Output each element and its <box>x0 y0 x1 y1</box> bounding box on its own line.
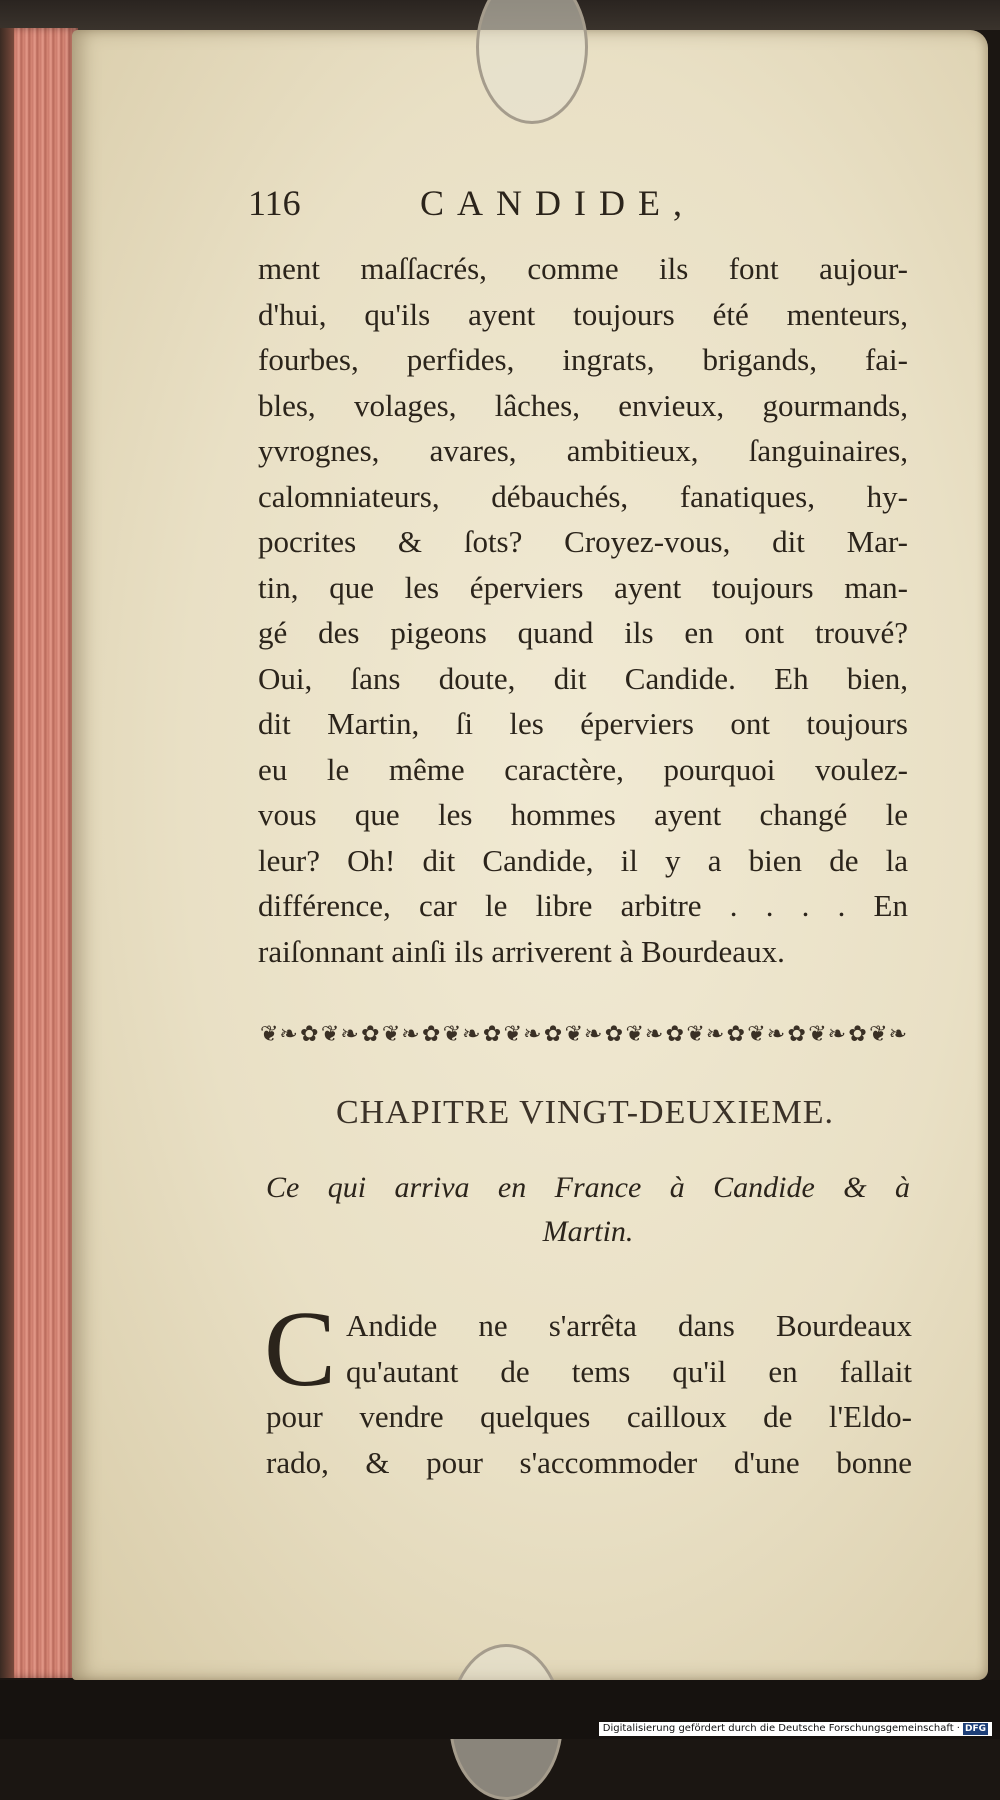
text-line: qu'autant de tems qu'il en fallait <box>346 1353 912 1389</box>
text-line: tin, que les éperviers ayent toujours man- <box>258 569 908 605</box>
dfg-logo: DFG <box>964 1724 986 1734</box>
chapter-subtitle <box>266 1166 910 1254</box>
text-line: pour vendre quelques cailloux de l'Eldo- <box>266 1399 912 1434</box>
text-line: yvrognes, avares, ambitieux, ſanguinaires, <box>258 433 908 468</box>
text-line: vous que les hommes ayent changé le <box>258 797 908 832</box>
chapter-subtitle-line: Ce qui arriva en France à Candide & à <box>266 1171 910 1204</box>
text-line: eu le même caractère, pourquoi voulez- <box>258 751 908 787</box>
running-title: CANDIDE, <box>420 183 695 223</box>
text-line: d'hui, qu'ils ayent toujours été menteurs, <box>258 296 908 332</box>
ornamental-divider: ❦❧✿❦❧✿❦❧✿❦❧✿❦❧✿❦❧✿❦❧✿❦❧✿❦❧✿❦❧✿❦❧ <box>260 1022 908 1047</box>
text-line: bles, volages, lâches, envieux, gourmands, <box>258 387 908 423</box>
page-holder-clip-top <box>476 0 588 124</box>
chapter-title: CHAPITRE VINGT-DEUXIEME. <box>335 1094 835 1131</box>
text-line: fourbes, perfides, ingrats, brigands, fai- <box>258 342 908 377</box>
text-line: calomniateurs, débauchés, fanatiques, hy- <box>258 478 908 514</box>
chapter-body-text <box>266 1304 912 1486</box>
drop-cap-initial: C <box>264 1290 337 1409</box>
text-line: Andide ne s'arrêta dans Bourdeaux <box>346 1308 912 1343</box>
text-line: leur? Oh! dit Candide, il y a bien de la <box>258 842 908 878</box>
credit-text: Digitalisierung gefördert durch die Deutsche Forschungsgemeinschaft · <box>602 1723 960 1734</box>
body-text <box>258 246 908 974</box>
text-line: pocrites & ſots? Croyez-vous, dit Mar- <box>258 524 908 559</box>
chapter-subtitle-line: Martin. <box>542 1215 634 1248</box>
book-spine-shadow <box>0 28 14 1678</box>
text-line: Oui, ſans doute, dit Candide. Eh bien, <box>258 660 908 696</box>
text-line: raiſonnant ainſi ils arriverent à Bourdeaux. <box>258 933 785 969</box>
text-line: dit Martin, ſi les éperviers ont toujours <box>258 706 908 741</box>
text-line: ment maſſacrés, comme ils font aujour- <box>258 251 908 286</box>
page-number: 116 <box>248 183 301 223</box>
text-line: différence, car le libre arbitre . . . . En <box>258 888 908 923</box>
text-line: gé des pigeons quand ils en ont trouvé? <box>258 615 908 650</box>
text-line: rado, & pour s'accommoder d'une bonne <box>266 1444 912 1480</box>
digitization-credit <box>599 1722 992 1736</box>
